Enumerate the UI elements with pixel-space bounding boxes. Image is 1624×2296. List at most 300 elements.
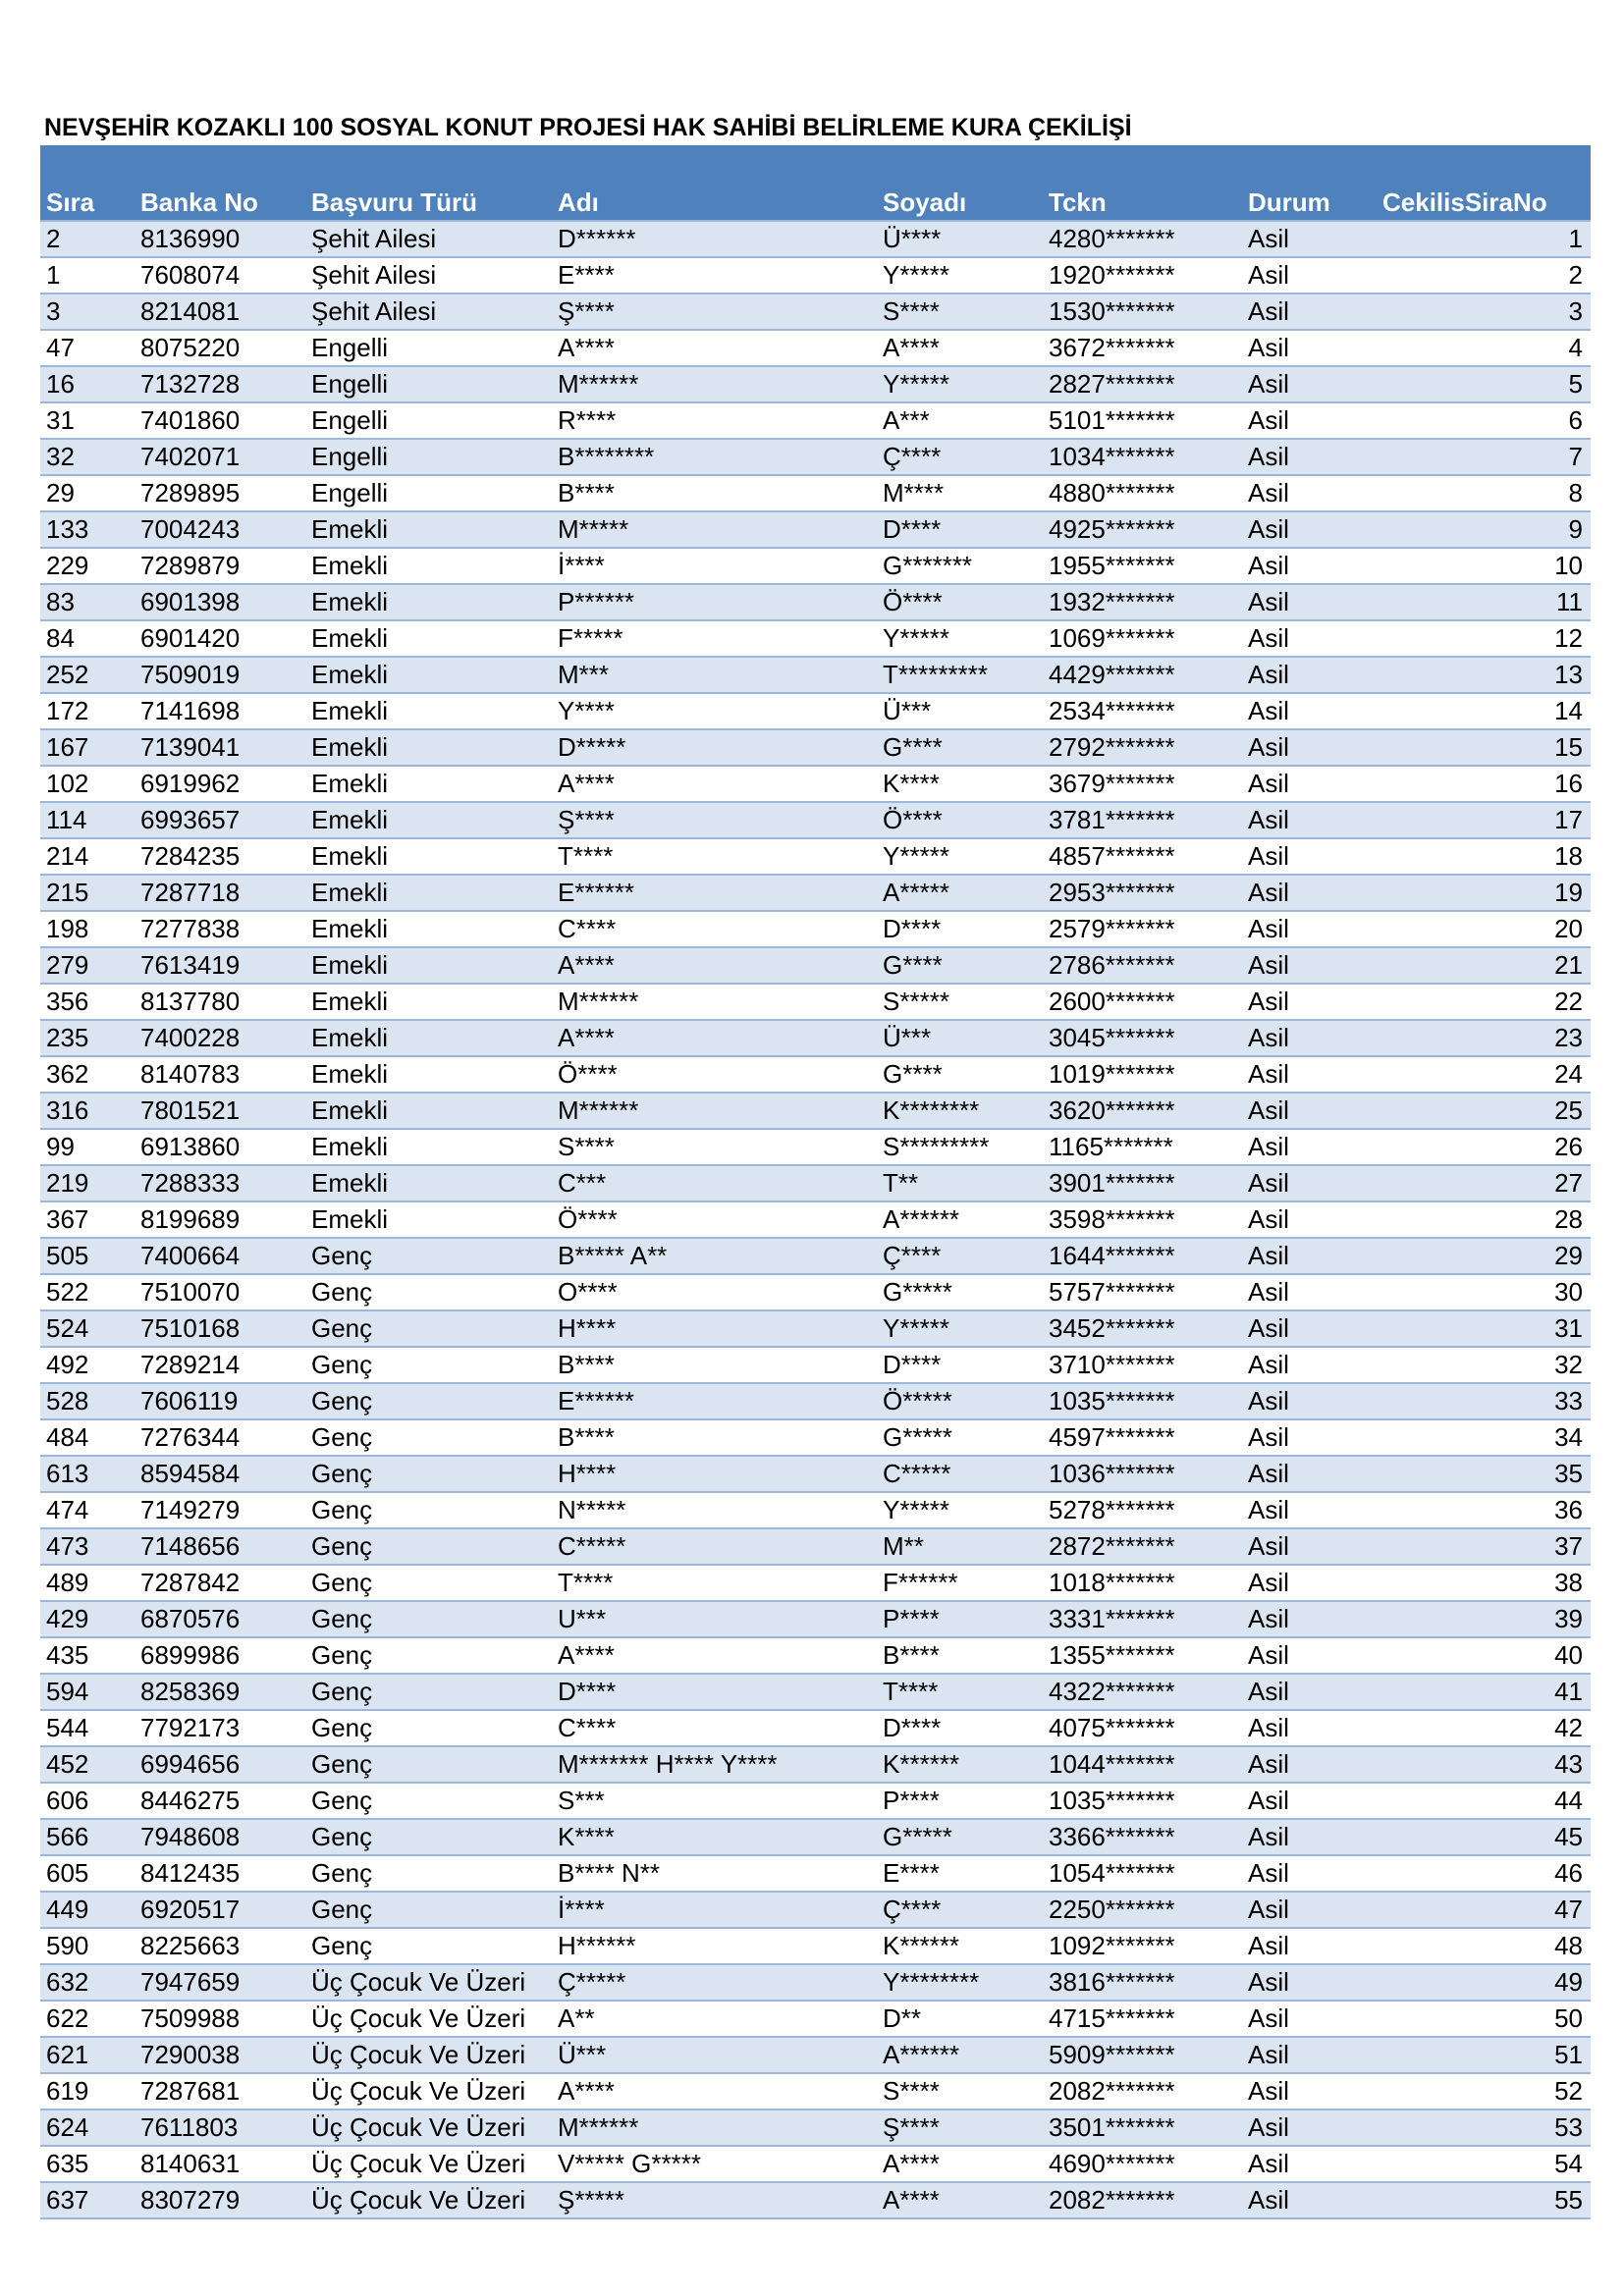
cell-sira: 29 <box>40 475 135 511</box>
cell-tckn: 3620******* <box>1043 1093 1242 1129</box>
cell-tckn: 1069******* <box>1043 620 1242 657</box>
cell-basvuru-turu: Emekli <box>305 584 552 620</box>
cell-durum: Asil <box>1242 1310 1377 1347</box>
cell-cekilis-sira-no: 34 <box>1377 1419 1591 1456</box>
table-row <box>40 1274 1591 1310</box>
cell-adi: O**** <box>552 1274 877 1310</box>
cell-tckn: 1034******* <box>1043 439 1242 475</box>
cell-banka-no: 7148656 <box>135 1528 305 1565</box>
cell-tckn: 4925******* <box>1043 511 1242 548</box>
cell-banka-no: 6901420 <box>135 620 305 657</box>
cell-adi: B**** <box>552 1347 877 1383</box>
cell-durum: Asil <box>1242 1637 1377 1674</box>
cell-sira: 356 <box>40 984 135 1020</box>
cell-adi: Y**** <box>552 693 877 729</box>
cell-basvuru-turu: Genç <box>305 1783 552 1819</box>
cell-durum: Asil <box>1242 1383 1377 1419</box>
cell-basvuru-turu: Üç Çocuk Ve Üzeri <box>305 2073 552 2109</box>
cell-tckn: 2082******* <box>1043 2073 1242 2109</box>
cell-soyadi: Y***** <box>877 366 1043 402</box>
cell-tckn: 2792******* <box>1043 729 1242 766</box>
cell-durum: Asil <box>1242 1746 1377 1783</box>
cell-sira: 484 <box>40 1419 135 1456</box>
cell-banka-no: 6870576 <box>135 1601 305 1637</box>
cell-basvuru-turu: Genç <box>305 1565 552 1601</box>
cell-adi: A**** <box>552 766 877 802</box>
cell-cekilis-sira-no: 6 <box>1377 402 1591 439</box>
cell-tckn: 4322******* <box>1043 1674 1242 1710</box>
cell-adi: A**** <box>552 947 877 984</box>
cell-soyadi: A**** <box>877 330 1043 366</box>
cell-cekilis-sira-no: 8 <box>1377 475 1591 511</box>
cell-cekilis-sira-no: 14 <box>1377 693 1591 729</box>
cell-tckn: 4280******* <box>1043 221 1242 257</box>
cell-basvuru-turu: Emekli <box>305 766 552 802</box>
cell-sira: 2 <box>40 221 135 257</box>
cell-sira: 632 <box>40 1964 135 2001</box>
cell-cekilis-sira-no: 32 <box>1377 1347 1591 1383</box>
cell-soyadi: D**** <box>877 1710 1043 1746</box>
cell-soyadi: Ü*** <box>877 693 1043 729</box>
cell-sira: 613 <box>40 1456 135 1492</box>
cell-sira: 172 <box>40 693 135 729</box>
cell-cekilis-sira-no: 43 <box>1377 1746 1591 1783</box>
cell-banka-no: 8225663 <box>135 1928 305 1964</box>
page-title: NEVŞEHİR KOZAKLI 100 SOSYAL KONUT PROJESİ HAK SAHİBİ BELİRLEME KURA ÇEKİLİŞİ <box>44 114 1132 141</box>
cell-cekilis-sira-no: 15 <box>1377 729 1591 766</box>
cell-tckn: 2953******* <box>1043 875 1242 911</box>
cell-cekilis-sira-no: 39 <box>1377 1601 1591 1637</box>
cell-banka-no: 7287842 <box>135 1565 305 1601</box>
cell-banka-no: 7149279 <box>135 1492 305 1528</box>
cell-cekilis-sira-no: 46 <box>1377 1855 1591 1892</box>
cell-banka-no: 8137780 <box>135 984 305 1020</box>
cell-soyadi: D**** <box>877 511 1043 548</box>
cell-soyadi: B**** <box>877 1637 1043 1674</box>
cell-banka-no: 7510168 <box>135 1310 305 1347</box>
cell-cekilis-sira-no: 48 <box>1377 1928 1591 1964</box>
cell-sira: 16 <box>40 366 135 402</box>
table-row <box>40 1928 1591 1964</box>
cell-banka-no: 7402071 <box>135 439 305 475</box>
cell-banka-no: 7606119 <box>135 1383 305 1419</box>
cell-cekilis-sira-no: 4 <box>1377 330 1591 366</box>
cell-basvuru-turu: Genç <box>305 1528 552 1565</box>
cell-durum: Asil <box>1242 984 1377 1020</box>
cell-banka-no: 7276344 <box>135 1419 305 1456</box>
cell-sira: 1 <box>40 257 135 294</box>
cell-adi: C*** <box>552 1165 877 1201</box>
cell-cekilis-sira-no: 29 <box>1377 1238 1591 1274</box>
table-row <box>40 1819 1591 1855</box>
cell-tckn: 1018******* <box>1043 1565 1242 1601</box>
cell-soyadi: T** <box>877 1165 1043 1201</box>
cell-sira: 102 <box>40 766 135 802</box>
cell-sira: 449 <box>40 1892 135 1928</box>
cell-adi: E**** <box>552 257 877 294</box>
cell-adi: F***** <box>552 620 877 657</box>
cell-tckn: 3710******* <box>1043 1347 1242 1383</box>
cell-adi: M*** <box>552 657 877 693</box>
cell-adi: D***** <box>552 729 877 766</box>
cell-durum: Asil <box>1242 693 1377 729</box>
cell-adi: T**** <box>552 1565 877 1601</box>
cell-durum: Asil <box>1242 294 1377 330</box>
table-row <box>40 729 1591 766</box>
cell-sira: 362 <box>40 1056 135 1093</box>
cell-adi: B**** <box>552 475 877 511</box>
cell-adi: P****** <box>552 584 877 620</box>
cell-banka-no: 8199689 <box>135 1201 305 1238</box>
cell-basvuru-turu: Emekli <box>305 1020 552 1056</box>
cell-durum: Asil <box>1242 366 1377 402</box>
cell-banka-no: 7608074 <box>135 257 305 294</box>
table-row <box>40 802 1591 838</box>
cell-sira: 605 <box>40 1855 135 1892</box>
cell-adi: Ş**** <box>552 294 877 330</box>
cell-tckn: 1355******* <box>1043 1637 1242 1674</box>
cell-tckn: 3331******* <box>1043 1601 1242 1637</box>
cell-banka-no: 7400664 <box>135 1238 305 1274</box>
cell-soyadi: Y***** <box>877 257 1043 294</box>
cell-banka-no: 7509019 <box>135 657 305 693</box>
cell-basvuru-turu: Emekli <box>305 1201 552 1238</box>
table-row <box>40 2182 1591 2218</box>
cell-sira: 429 <box>40 1601 135 1637</box>
cell-cekilis-sira-no: 5 <box>1377 366 1591 402</box>
cell-basvuru-turu: Emekli <box>305 1165 552 1201</box>
cell-banka-no: 7284235 <box>135 838 305 875</box>
cell-durum: Asil <box>1242 1964 1377 2001</box>
cell-cekilis-sira-no: 24 <box>1377 1056 1591 1093</box>
table-row <box>40 257 1591 294</box>
table-row <box>40 875 1591 911</box>
cell-sira: 522 <box>40 1274 135 1310</box>
cell-adi: H**** <box>552 1456 877 1492</box>
cell-adi: Ö**** <box>552 1201 877 1238</box>
cell-tckn: 2600******* <box>1043 984 1242 1020</box>
cell-cekilis-sira-no: 35 <box>1377 1456 1591 1492</box>
cell-durum: Asil <box>1242 1056 1377 1093</box>
cell-cekilis-sira-no: 7 <box>1377 439 1591 475</box>
cell-basvuru-turu: Genç <box>305 1238 552 1274</box>
cell-cekilis-sira-no: 13 <box>1377 657 1591 693</box>
cell-sira: 198 <box>40 911 135 947</box>
table-body <box>40 221 1591 2218</box>
cell-durum: Asil <box>1242 2037 1377 2073</box>
cell-durum: Asil <box>1242 1020 1377 1056</box>
cell-tckn: 3901******* <box>1043 1165 1242 1201</box>
cell-durum: Asil <box>1242 548 1377 584</box>
cell-sira: 47 <box>40 330 135 366</box>
cell-banka-no: 6920517 <box>135 1892 305 1928</box>
table-row <box>40 366 1591 402</box>
cell-tckn: 3816******* <box>1043 1964 1242 2001</box>
cell-banka-no: 8412435 <box>135 1855 305 1892</box>
cell-durum: Asil <box>1242 2073 1377 2109</box>
cell-banka-no: 7288333 <box>135 1165 305 1201</box>
cell-basvuru-turu: Engelli <box>305 330 552 366</box>
table-row <box>40 330 1591 366</box>
cell-banka-no: 8136990 <box>135 221 305 257</box>
cell-banka-no: 8140631 <box>135 2146 305 2182</box>
cell-soyadi: Ş**** <box>877 2109 1043 2146</box>
table-row <box>40 1964 1591 2001</box>
column-header-durum: Durum <box>1242 145 1377 221</box>
cell-durum: Asil <box>1242 1710 1377 1746</box>
cell-sira: 3 <box>40 294 135 330</box>
cell-tckn: 2872******* <box>1043 1528 1242 1565</box>
cell-soyadi: A****** <box>877 1201 1043 1238</box>
cell-adi: D****** <box>552 221 877 257</box>
cell-basvuru-turu: Engelli <box>305 366 552 402</box>
cell-banka-no: 7289895 <box>135 475 305 511</box>
cell-sira: 621 <box>40 2037 135 2073</box>
cell-durum: Asil <box>1242 911 1377 947</box>
cell-banka-no: 6993657 <box>135 802 305 838</box>
cell-tckn: 3366******* <box>1043 1819 1242 1855</box>
cell-basvuru-turu: Emekli <box>305 1093 552 1129</box>
table-row <box>40 1565 1591 1601</box>
cell-soyadi: G***** <box>877 1819 1043 1855</box>
cell-banka-no: 6919962 <box>135 766 305 802</box>
cell-tckn: 1035******* <box>1043 1383 1242 1419</box>
cell-basvuru-turu: Emekli <box>305 729 552 766</box>
cell-cekilis-sira-no: 20 <box>1377 911 1591 947</box>
table-row <box>40 1601 1591 1637</box>
cell-adi: A**** <box>552 1637 877 1674</box>
table-row <box>40 1528 1591 1565</box>
cell-basvuru-turu: Genç <box>305 1492 552 1528</box>
cell-basvuru-turu: Engelli <box>305 402 552 439</box>
cell-tckn: 1955******* <box>1043 548 1242 584</box>
table-row <box>40 1637 1591 1674</box>
cell-durum: Asil <box>1242 1783 1377 1819</box>
cell-tckn: 1644******* <box>1043 1238 1242 1274</box>
table-row <box>40 1492 1591 1528</box>
cell-tckn: 3679******* <box>1043 766 1242 802</box>
cell-tckn: 1044******* <box>1043 1746 1242 1783</box>
cell-adi: Ö**** <box>552 1056 877 1093</box>
table-row <box>40 1419 1591 1456</box>
cell-cekilis-sira-no: 18 <box>1377 838 1591 875</box>
cell-banka-no: 7510070 <box>135 1274 305 1310</box>
cell-tckn: 5757******* <box>1043 1274 1242 1310</box>
cell-adi: D**** <box>552 1674 877 1710</box>
cell-adi: B***** A** <box>552 1238 877 1274</box>
table-row <box>40 766 1591 802</box>
cell-banka-no: 8140783 <box>135 1056 305 1093</box>
cell-adi: Ü*** <box>552 2037 877 2073</box>
cell-tckn: 1019******* <box>1043 1056 1242 1093</box>
cell-soyadi: Ö**** <box>877 802 1043 838</box>
cell-cekilis-sira-no: 55 <box>1377 2182 1591 2218</box>
cell-cekilis-sira-no: 28 <box>1377 1201 1591 1238</box>
table-row <box>40 475 1591 511</box>
table-row <box>40 1674 1591 1710</box>
cell-durum: Asil <box>1242 802 1377 838</box>
cell-tckn: 2534******* <box>1043 693 1242 729</box>
cell-cekilis-sira-no: 42 <box>1377 1710 1591 1746</box>
cell-tckn: 4690******* <box>1043 2146 1242 2182</box>
cell-sira: 214 <box>40 838 135 875</box>
table-row <box>40 1093 1591 1129</box>
cell-soyadi: G***** <box>877 1419 1043 1456</box>
cell-adi: C***** <box>552 1528 877 1565</box>
cell-banka-no: 7801521 <box>135 1093 305 1129</box>
cell-sira: 229 <box>40 548 135 584</box>
cell-basvuru-turu: Emekli <box>305 875 552 911</box>
cell-banka-no: 6913860 <box>135 1129 305 1165</box>
cell-adi: M******* H**** Y**** <box>552 1746 877 1783</box>
cell-basvuru-turu: Şehit Ailesi <box>305 221 552 257</box>
cell-tckn: 3045******* <box>1043 1020 1242 1056</box>
cell-soyadi: Ü*** <box>877 1020 1043 1056</box>
cell-adi: M****** <box>552 984 877 1020</box>
cell-soyadi: K****** <box>877 1746 1043 1783</box>
cell-banka-no: 8307279 <box>135 2182 305 2218</box>
cell-basvuru-turu: Emekli <box>305 1129 552 1165</box>
cell-tckn: 1920******* <box>1043 257 1242 294</box>
cell-durum: Asil <box>1242 766 1377 802</box>
cell-basvuru-turu: Engelli <box>305 439 552 475</box>
cell-basvuru-turu: Emekli <box>305 657 552 693</box>
cell-soyadi: Ü**** <box>877 221 1043 257</box>
cell-tckn: 3452******* <box>1043 1310 1242 1347</box>
cell-soyadi: Y***** <box>877 1492 1043 1528</box>
cell-durum: Asil <box>1242 1129 1377 1165</box>
cell-sira: 235 <box>40 1020 135 1056</box>
cell-durum: Asil <box>1242 584 1377 620</box>
table-row <box>40 657 1591 693</box>
cell-basvuru-turu: Genç <box>305 1819 552 1855</box>
cell-basvuru-turu: Üç Çocuk Ve Üzeri <box>305 2182 552 2218</box>
cell-basvuru-turu: Genç <box>305 1746 552 1783</box>
cell-adi: A**** <box>552 330 877 366</box>
cell-cekilis-sira-no: 16 <box>1377 766 1591 802</box>
cell-soyadi: Y***** <box>877 1310 1043 1347</box>
cell-durum: Asil <box>1242 1165 1377 1201</box>
cell-basvuru-turu: Üç Çocuk Ve Üzeri <box>305 2146 552 2182</box>
cell-durum: Asil <box>1242 947 1377 984</box>
cell-soyadi: K****** <box>877 1928 1043 1964</box>
cell-soyadi: Ö***** <box>877 1383 1043 1419</box>
cell-soyadi: T**** <box>877 1674 1043 1710</box>
table-row <box>40 2073 1591 2109</box>
cell-durum: Asil <box>1242 1528 1377 1565</box>
cell-sira: 84 <box>40 620 135 657</box>
cell-sira: 279 <box>40 947 135 984</box>
table-header-row <box>40 145 1591 221</box>
cell-soyadi: A**** <box>877 2146 1043 2182</box>
cell-soyadi: S********* <box>877 1129 1043 1165</box>
cell-adi: S*** <box>552 1783 877 1819</box>
cell-banka-no: 7287681 <box>135 2073 305 2109</box>
cell-soyadi: G**** <box>877 947 1043 984</box>
cell-adi: A** <box>552 2001 877 2037</box>
cell-basvuru-turu: Genç <box>305 1347 552 1383</box>
cell-cekilis-sira-no: 1 <box>1377 221 1591 257</box>
table-row <box>40 1383 1591 1419</box>
cell-banka-no: 7141698 <box>135 693 305 729</box>
cell-sira: 473 <box>40 1528 135 1565</box>
table-row <box>40 1746 1591 1783</box>
cell-sira: 367 <box>40 1201 135 1238</box>
table-row <box>40 947 1591 984</box>
cell-tckn: 1054******* <box>1043 1855 1242 1892</box>
table-row <box>40 2146 1591 2182</box>
cell-banka-no: 7132728 <box>135 366 305 402</box>
cell-soyadi: Ç**** <box>877 1238 1043 1274</box>
cell-cekilis-sira-no: 51 <box>1377 2037 1591 2073</box>
cell-soyadi: S**** <box>877 2073 1043 2109</box>
cell-durum: Asil <box>1242 2146 1377 2182</box>
table-row <box>40 1165 1591 1201</box>
cell-soyadi: G***** <box>877 1274 1043 1310</box>
cell-adi: K**** <box>552 1819 877 1855</box>
cell-adi: B**** N** <box>552 1855 877 1892</box>
cell-basvuru-turu: Şehit Ailesi <box>305 294 552 330</box>
cell-adi: S**** <box>552 1129 877 1165</box>
cell-cekilis-sira-no: 44 <box>1377 1783 1591 1819</box>
cell-cekilis-sira-no: 23 <box>1377 1020 1591 1056</box>
cell-basvuru-turu: Genç <box>305 1274 552 1310</box>
cell-durum: Asil <box>1242 657 1377 693</box>
cell-tckn: 1092******* <box>1043 1928 1242 1964</box>
cell-soyadi: M**** <box>877 475 1043 511</box>
cell-adi: V***** G***** <box>552 2146 877 2182</box>
cell-durum: Asil <box>1242 1892 1377 1928</box>
cell-durum: Asil <box>1242 1201 1377 1238</box>
cell-banka-no: 7139041 <box>135 729 305 766</box>
cell-cekilis-sira-no: 50 <box>1377 2001 1591 2037</box>
cell-banka-no: 8075220 <box>135 330 305 366</box>
cell-cekilis-sira-no: 53 <box>1377 2109 1591 2146</box>
cell-adi: B******** <box>552 439 877 475</box>
cell-cekilis-sira-no: 17 <box>1377 802 1591 838</box>
cell-cekilis-sira-no: 19 <box>1377 875 1591 911</box>
cell-cekilis-sira-no: 31 <box>1377 1310 1591 1347</box>
cell-sira: 622 <box>40 2001 135 2037</box>
cell-basvuru-turu: Emekli <box>305 838 552 875</box>
cell-soyadi: A**** <box>877 2182 1043 2218</box>
cell-sira: 435 <box>40 1637 135 1674</box>
cell-sira: 594 <box>40 1674 135 1710</box>
cell-durum: Asil <box>1242 2182 1377 2218</box>
cell-sira: 505 <box>40 1238 135 1274</box>
cell-durum: Asil <box>1242 221 1377 257</box>
cell-basvuru-turu: Üç Çocuk Ve Üzeri <box>305 2109 552 2146</box>
cell-sira: 316 <box>40 1093 135 1129</box>
cell-durum: Asil <box>1242 1274 1377 1310</box>
cell-sira: 635 <box>40 2146 135 2182</box>
cell-basvuru-turu: Emekli <box>305 693 552 729</box>
cell-sira: 474 <box>40 1492 135 1528</box>
cell-durum: Asil <box>1242 475 1377 511</box>
cell-soyadi: Ç**** <box>877 1892 1043 1928</box>
table-row <box>40 1710 1591 1746</box>
cell-soyadi: A****** <box>877 2037 1043 2073</box>
table-row <box>40 1056 1591 1093</box>
cell-basvuru-turu: Genç <box>305 1710 552 1746</box>
cell-soyadi: D** <box>877 2001 1043 2037</box>
cell-cekilis-sira-no: 9 <box>1377 511 1591 548</box>
cell-durum: Asil <box>1242 402 1377 439</box>
cell-cekilis-sira-no: 21 <box>1377 947 1591 984</box>
cell-cekilis-sira-no: 40 <box>1377 1637 1591 1674</box>
cell-basvuru-turu: Genç <box>305 1892 552 1928</box>
cell-basvuru-turu: Emekli <box>305 620 552 657</box>
